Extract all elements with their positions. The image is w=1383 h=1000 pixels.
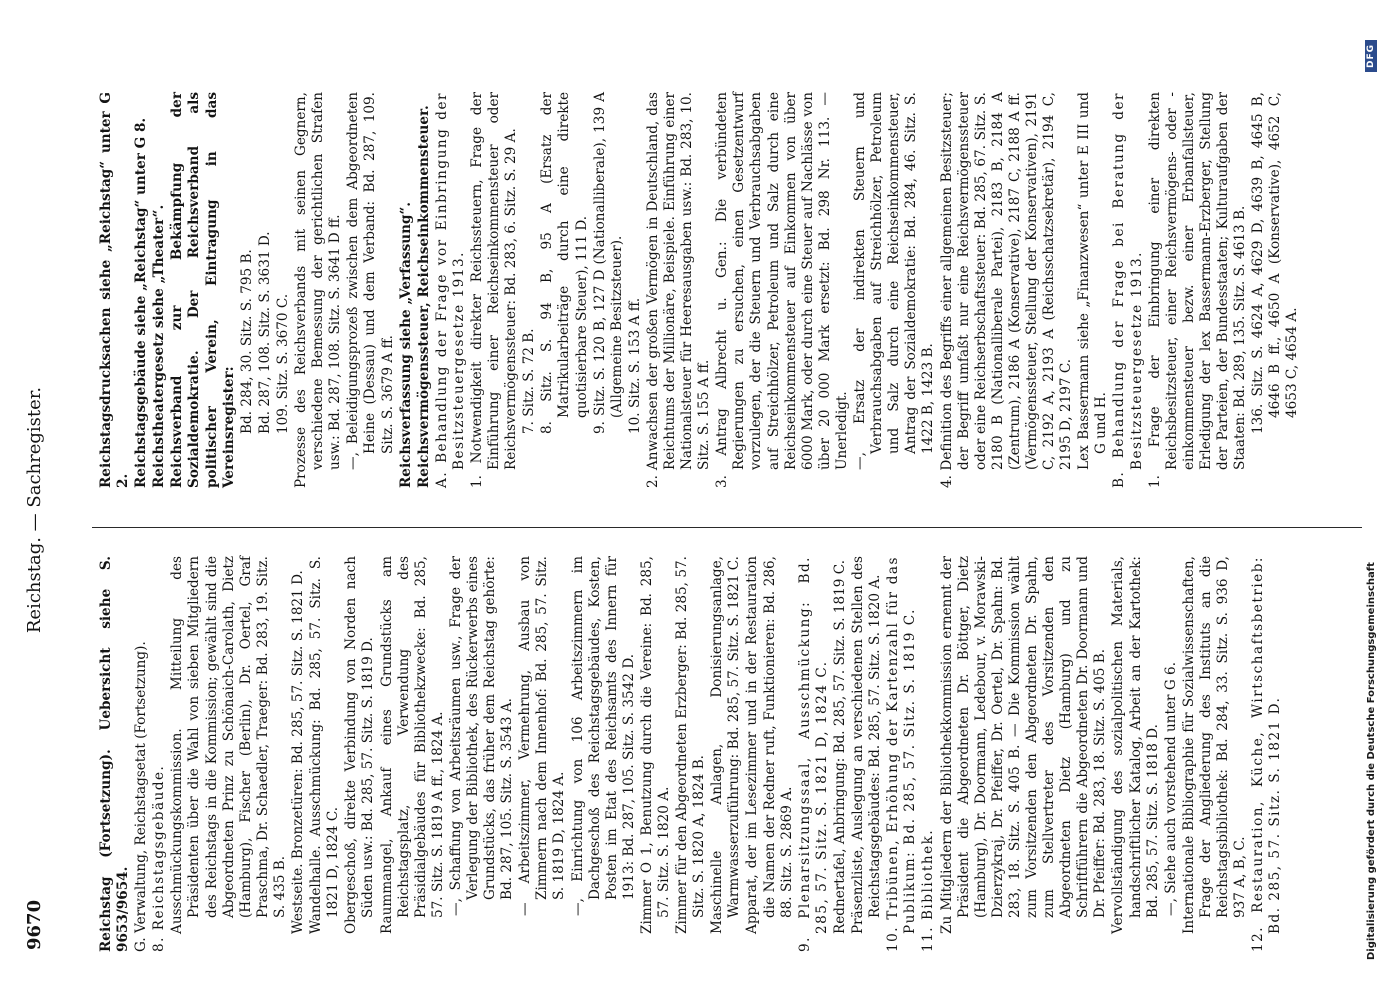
index-entry: 3. Antrag Albrecht u. Gen.: Die verbündeten Regierungen zu ersuchen, einen Gesetzentwurf vorzulegen, der die Steuern und Verbrauchsabgaben auf Streichhölzer, Petroleum und Salz durch eine Reichseinkommensteuer auf Einkommen von über 6000 Mark, oder durch eine Steuer auf Nachlässe von über 20 000 Mark ersetzt: Bd. 298 Nr. 113. — Unerledigt. xyxy=(714,92,850,488)
index-entry: —, Siehe auch vorstehend unter G 6. xyxy=(1162,661,1179,916)
index-entry: 10. Sitz. S. 153 A ff. xyxy=(626,297,643,434)
index-entry: 136. Sitz. S. 4624 A, 4629 D, 4639 B, 4645 B, 4646 B ff., 4650 A (Konservative), 4652 C, 4653 C, 4654 A. xyxy=(1250,92,1301,434)
index-entry: 1. Frage der Einbringung einer direkten Reichsbesitzsteuer, einer Reichsvermögens- oder -einkommensteuer bezw. einer Erbanfallsteuer, Erledigung der lex Bassermann-Erzberger, Stellung der Parteien, der Bundesstaaten; Kulturaufgaben der Staaten: Bd. 289, 135. Sitz. S. 4613 B. xyxy=(1146,92,1249,488)
index-entry: 8. Sitz. S. 94 B, 95 A (Ersatz der Matrikularbeiträge durch eine direkte quotisierbare Steuer), 111 D. xyxy=(539,92,590,434)
index-entry: —, Schaffung von Arbeitsräumen usw., Frage der Verlegung der Bibliothek, des Rückerwerbs eines Grundstücks, das früher dem Reichstag gehörte: Bd. 287, 105. Sitz. S. 3543 A. xyxy=(447,556,516,916)
index-entry: — Arbeitszimmer, Vermehrung, Ausbau von Zimmern nach dem Innenhof: Bd. 285, 57. Sitz. S. 1819 D, 1824 A. xyxy=(517,556,568,916)
index-entry: 8. Reichstagsgebäude. xyxy=(151,764,168,952)
index-entry: Präsenzliste, Auslegung an verschiedenen Stellen des Reichstagsgebäudes: Bd. 285, 57. Sitz. S. 1820 A. xyxy=(850,556,884,934)
index-entry: Prozesse des Reichsverbands mit seinen Gegnern, verschiedene Bemessung der gerichtlichen Strafen usw.: Bd. 287, 108. Sitz. S. 3641 D ff. xyxy=(293,92,344,488)
left-column xyxy=(98,556,1285,952)
page-number: 9670 xyxy=(24,899,45,950)
index-entry: 10. Tribünen, Erhöhung der Kartenzahl für das Publikum: Bd. 285, 57. Sitz. S. 1819 C. xyxy=(885,556,919,952)
index-entry: Reichstheatergesetz siehe „Theater“. xyxy=(151,204,168,488)
index-entry: 12. Restauration, Küche, Wirtschaftsbetrieb: Bd. 285, 57. Sitz. S. 1821 D. xyxy=(1250,556,1284,952)
index-entry: Internationale Bibliographie für Sozialwissenschaften, Frage der Angliederung des Instituts an die Reichstagsbibliothek: Bd. 284, 33. Sitz. S. 936 D, 937 A, B, C. xyxy=(1180,556,1249,934)
index-entry: Reichsvermögenssteuer, Reichseinkommensteuer. xyxy=(415,105,432,488)
index-entry: —, Einrichtung von 106 Arbeitszimmern im Dachgeschoß des Reichstagsgebäudes, Kosten, Posten im Etat des Reichsamts des Innern für 1913: Bd. 287, 105. Sitz. S. 3542 D. xyxy=(569,556,637,916)
index-entry: —, Beleidigungsprozeß zwischen dem Abgeordneten Heine (Dessau) und dem Verband: Bd. 287, 109. Sitz. S. 3679 A ff. xyxy=(345,92,396,470)
index-entry: A. Behandlung der Frage vor Einbringung der Besitzsteuergesetze 1913. xyxy=(433,92,467,488)
page-header xyxy=(16,70,50,950)
index-entry: Apparat, der im Lesezimmer und in der Restauration die Namen der Redner ruft, Funktionieren: Bd. 286, 88. Sitz. S. 2869 A. xyxy=(744,556,795,934)
index-entry: G. Verwaltung, Reichstagsetat (Fortsetzung). xyxy=(133,641,150,952)
column-divider xyxy=(92,527,1362,528)
index-entry: 2. Anwachsen der großen Vermögen in Deutschland, das Reichtums der Millionäre, Beispiele. Einführung einer Nationalsteuer für Heeresausgaben usw.: Bd. 283, 10. Sitz. S. 155 A ff. xyxy=(644,92,713,488)
index-entry: Zimmer O 1, Benutzung durch die Vereine: Bd. 285, 57. Sitz. S. 1820 A. xyxy=(638,556,672,934)
index-entry: Reichstagsgebäude siehe „Reichstag“ unter G 8. xyxy=(133,117,150,488)
index-entry: Westseite. Bronzetüren: Bd. 285, 57. Sitz. S. 1821 D. xyxy=(290,570,307,934)
index-entry: Wandelhalle. Ausschmückung: Bd. 285, 57. Sitz. S. 1821 D, 1824 C. xyxy=(308,556,342,934)
page-footer xyxy=(1365,40,1377,960)
index-entry: Ausschmückungskommission. Mitteilung des Präsidenten über die Wahl von sieben Mitgliedern des Reichstags in die Kommission; gewählt sind die Abgeordneten Prinz zu Schönaich-Carolath, Dietz (Hamburg), Fischer (Berlin), Dr. Oertel, Graf Praschma, Dr. Schaedler, Traeger: Bd. 283, 19. Sitz. S. 435 B. xyxy=(169,556,288,934)
index-entry: 7. Sitz. S. 72 B. xyxy=(521,328,538,434)
index-entry: Maschinelle Anlagen, Donisierungsanlage, Warmwasserzuführung: Bd. 285, 57. Sitz. S. 1821 C. xyxy=(709,556,743,934)
right-column xyxy=(98,92,1302,488)
index-entry: 1. Notwendigkeit direkter Reichssteuern, Frage der Einführung einer Reichseinkommensteuer oder Reichsvermögenssteuer: Bd. 283, 6. Sitz. S. 29 A. xyxy=(468,92,520,488)
index-entry: 9. Plenarsitzungssaal, Ausschmückung: Bd. 285, 57. Sitz. S. 1821 D, 1824 C. xyxy=(796,556,830,952)
index-entry: 11. Bibliothek. xyxy=(920,828,937,952)
index-entry: Rednertafel, Anbringung: Bd. 285, 57. Sitz. S. 1819 C. xyxy=(831,559,848,934)
index-entry: 4. Definition des Begriffs einer allgemeinen Besitzsteuer; der Begriff umfaßt nur eine Reichsvermögenssteuer oder eine Reichserbschaftssteuer: Bd. 285, 67. Sitz. S. 2180 B (Nationalliberale Partei), 2183 B, 2184 A (Zentrum), 2186 A (Konservative), 2187 C, 2188 A ff. (Vermögenssteuer, Stellung der Konservativen), 2191 C, 2192 A, 2193 A (Reichsschatzsekretär), 2194 C, 2195 D, 2197 C. xyxy=(938,92,1075,488)
index-entry: Raummangel, Ankauf eines Grundstücks am Reichstagsplatz, Verwendung des Präsidialgebäudes für Bibliothekzwecke: Bd. 285, 57. Sitz. S. 1819 A ff., 1824 A. xyxy=(378,556,446,934)
index-entry: Lex Bassermann siehe „Finanzwesen“ unter E III und G und H. xyxy=(1076,92,1110,470)
index-entry: Bd. 287, 108. Sitz. S. 3631 D. xyxy=(256,231,273,434)
index-entry: Reichsverband zur Bekämpfung der Sozialdemokratie. Der Reichsverband als politischer Verein, Eintragung in das Vereinsregister: xyxy=(169,92,237,488)
dfg-logo: DFG xyxy=(1365,40,1377,72)
index-entry: Zu Mitgliedern der Bibliothekkommission ernennt der Präsident die Abgeordneten Dr. Böttger, Dietz (Hamburg), Dr. Doormann, Ledebour, v. Morawski-Dzierzykraj, Dr. Pfeiffer, Dr. Oertel, Dr. Spahn: Bd. 283, 18. Sitz. S. 405 B. — Die Kommission wählt zum Vorsitzenden den Abgeordneten Dr. Spahn, zum Stellvertreter des Vorsitzenden den Abgeordneten Dietz (Hamburg) und zu Schriftführern die Abgeordneten Dr. Doormann und Dr. Pfeiffer: Bd. 283, 18. Sitz. S. 405 B. xyxy=(938,556,1109,934)
index-entry: Reichstag (Fortsetzung). Uebersicht siehe S. 9653/9654. xyxy=(98,556,132,952)
index-entry: Bd. 284, 30. Sitz. S. 795 B. xyxy=(238,249,255,434)
index-entry: Vervollständigung des sozialpolitischen Materials, handschriftlicher Katalog, Arbeit an der Kartothek: Bd. 285, 57. Sitz. S. 1818 D. xyxy=(1110,556,1161,934)
index-entry: Reichstagsdrucksachen siehe „Reichstag“ unter G 2. xyxy=(98,92,132,488)
page-title: Reichstag. — Sachregister. xyxy=(24,386,45,634)
index-entry: —, Ersatz der indirekten Steuern und Verbrauchsabgaben auf Streichhölzer, Petroleum und Salz durch eine Reichseinkommensteuer, Antrag der Sozialdemokratie: Bd. 284, 46. Sitz. S. 1422 B, 1423 B. xyxy=(852,92,937,470)
index-entry: Obergeschoß, direkte Verbindung von Norden nach Süden usw.: Bd. 285, 57. Sitz. S. 1819 D. xyxy=(343,556,377,934)
index-entry: Zimmer für den Abgeordneten Erzberger: Bd. 285, 57. Sitz. S. 1820 A, 1824 B. xyxy=(674,556,708,934)
index-entry: 109. Sitz. S. 3670 C. xyxy=(274,293,291,434)
index-entry: B. Behandlung der Frage bei Beratung der Besitzsteuergesetze 1913. xyxy=(1111,92,1145,488)
index-entry: Reichsverfassung siehe „Verfassung“. xyxy=(397,201,414,488)
digitization-credit: Digitalisierung gefördert durch die Deutsche Forschungsgemeinschaft xyxy=(1365,562,1377,960)
index-entry: 9. Sitz. S. 120 B, 127 D (Nationalliberale), 139 A (Allgemeine Besitzsteuer). xyxy=(591,92,625,434)
